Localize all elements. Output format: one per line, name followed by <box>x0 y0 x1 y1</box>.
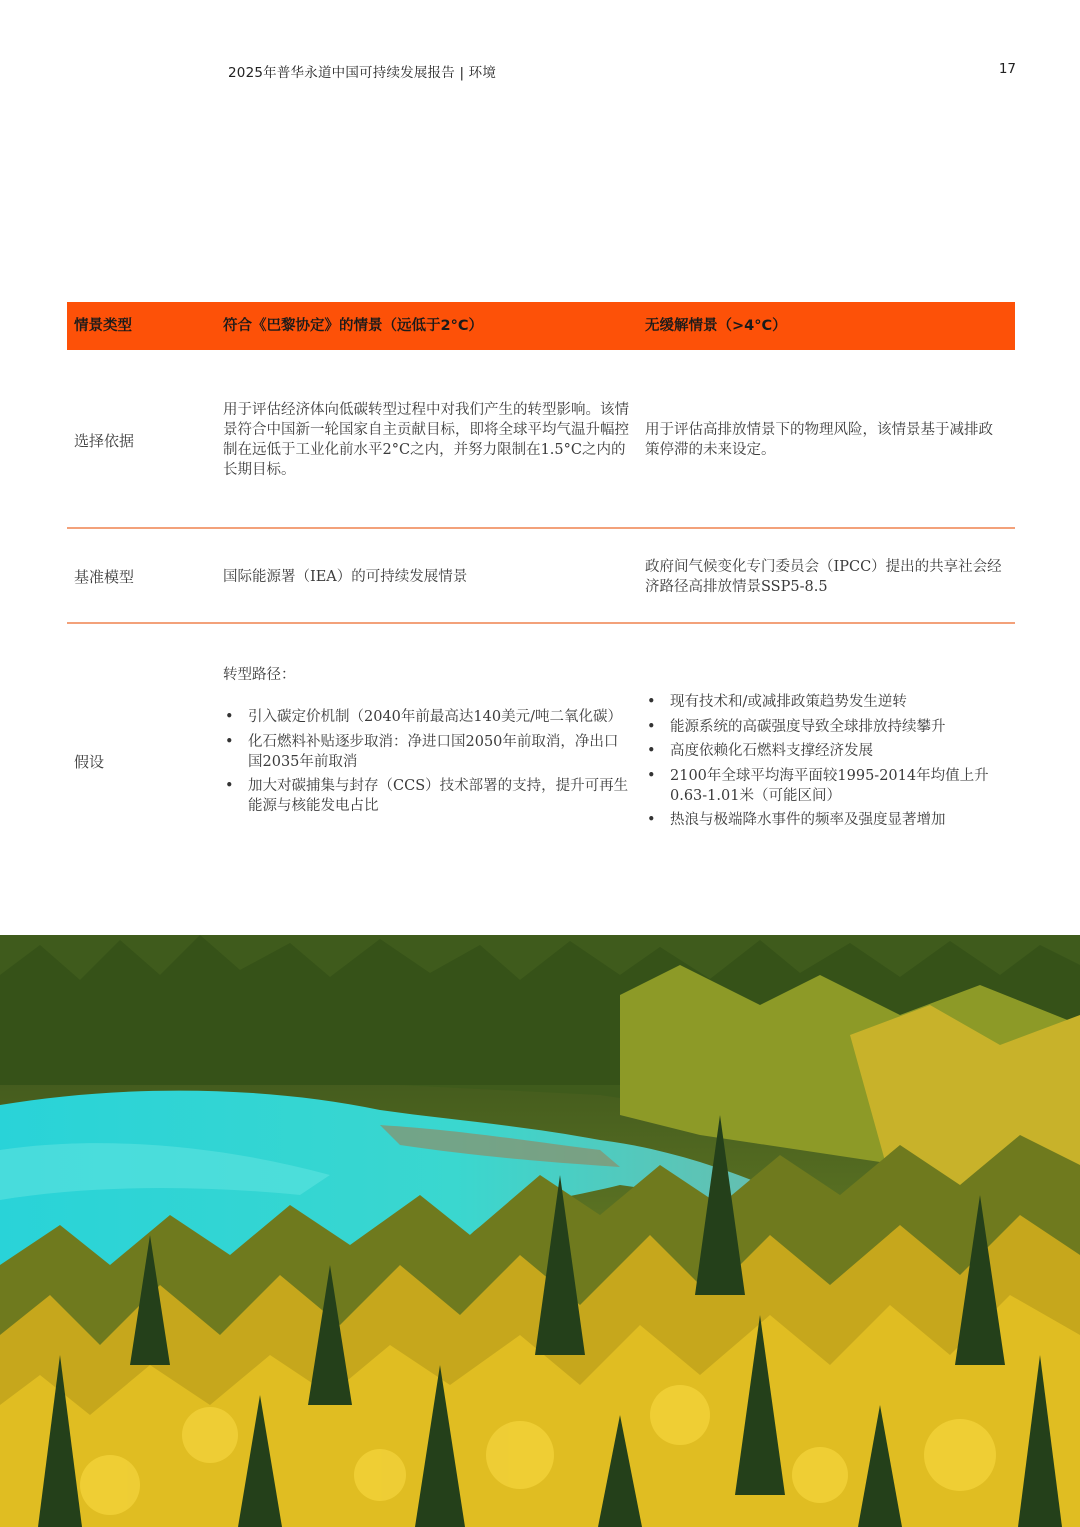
no-mitigation-assumptions <box>645 692 1007 835</box>
page-number: 17 <box>998 61 1016 77</box>
row-label: 选择依据 <box>74 432 135 450</box>
list-item: • 现有技术和/或减排政策趋势发生逆转 <box>645 692 1007 712</box>
forest-lake-illustration <box>0 935 1080 1527</box>
table-row-assumptions <box>67 624 1015 854</box>
no-mitigation-reference-model: 政府间气候变化专门委员会（IPCC）提出的共享社会经济路径高排放情景SSP5-8.5 <box>645 559 1002 595</box>
list-item: • 高度依赖化石燃料支撑经济发展 <box>645 741 1007 761</box>
table-header-row <box>67 302 1015 350</box>
header-no-mitigation-scenario: 无缓解情景（>4°C） <box>645 318 787 334</box>
list-item: • 化石燃料补贴逐步取消：净进口国2050年前取消，净出口国2035年前取消 <box>223 732 631 772</box>
no-mitigation-selection-basis: 用于评估高排放情景下的物理风险，该情景基于减排政策停滞的未来设定。 <box>645 422 993 458</box>
list-item: • 能源系统的高碳强度导致全球排放持续攀升 <box>645 717 1007 737</box>
list-item: • 引入碳定价机制（2040年前最高达140美元/吨二氧化碳） <box>223 707 631 727</box>
table-row-reference-model <box>67 529 1015 624</box>
list-item: • 热浪与极端降水事件的频率及强度显著增加 <box>645 810 1007 830</box>
paris-reference-model: 国际能源署（IEA）的可持续发展情景 <box>223 569 468 585</box>
paris-selection-basis: 用于评估经济体向低碳转型过程中对我们产生的转型影响。该情景符合中国新一轮国家自主贡献目标，即将全球平均气温升幅控制在远低于工业化前水平2°C之内，并努力限制在1.5°C之内的长期目标。 <box>223 402 629 478</box>
paris-assumption-list <box>223 707 631 816</box>
no-mitigation-assumption-list <box>645 692 1007 830</box>
report-running-header: 2025年普华永道中国可持续发展报告 | 环境 <box>228 65 497 81</box>
row-label: 基准模型 <box>74 568 135 586</box>
row-label: 假设 <box>74 753 105 771</box>
scenario-table <box>67 302 1015 854</box>
transition-path-title: 转型路径： <box>223 667 296 683</box>
list-item: • 加大对碳捕集与封存（CCS）技术部署的支持，提升可再生能源与核能发电占比 <box>223 776 631 816</box>
landscape-photo-icon <box>0 935 1080 1527</box>
header-paris-scenario: 符合《巴黎协定》的情景（远低于2°C） <box>223 318 483 334</box>
list-item: • 2100年全球平均海平面较1995-2014年均值上升0.63-1.01米（可能区间） <box>645 766 1007 806</box>
paris-assumptions <box>223 665 631 821</box>
table-row-selection-basis <box>67 350 1015 529</box>
header-scenario-type: 情景类型 <box>74 318 132 334</box>
